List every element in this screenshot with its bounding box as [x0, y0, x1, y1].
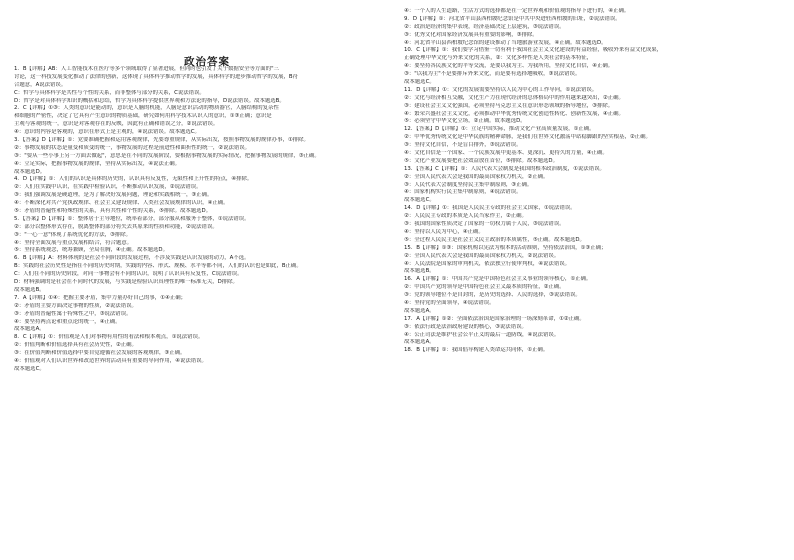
- answer-text-line: ④：繁荣兴盛社会主义文化，必须推动中华优秀传统文化创造性转化、创新性发展，④正确。: [404, 110, 624, 117]
- answer-text-line: 和细胞的严密性，决定了它具有产生意识的物质基础，研究如何用科学技术认识人的意识，①③正确；意识是: [14, 113, 272, 120]
- answer-text-line: 故本题选A。: [404, 307, 435, 314]
- answer-text-line: 18．B【详解】①：我国倡导构建人类命运共同体，①正确。: [404, 347, 549, 354]
- answer-text-line: ③：党的领导地位不是自封的，是历史的选择、人民的选择，③说法错误。: [404, 292, 581, 299]
- answer-text-line: ④：价值观对人们认识世界和改造世界的活动具有重要的导向作用，④说法错误。: [14, 357, 207, 364]
- answer-text-line: ③："以我为主"不是要排斥外来文化，而是要有选择地吸收，③说法错误。: [404, 71, 581, 78]
- answer-text-line: D：材料强调的是社会在不同时代的发展，与实践是检验认识真理性的唯一标准无关，D排除。: [14, 279, 238, 286]
- answer-sheet-page: [14, 8, 782, 554]
- answer-text-line: 主观与客观的统一，意识是对客观存在的反映，因此有正确和错误之分，②说法错误。: [14, 121, 219, 128]
- answer-text-line: ③："要从一些小事上另一方面去做起"，意思是在不同的发展阶段，要根据事物发展的实际情况，把握事物发展的规律，③正确。: [14, 152, 320, 159]
- answer-text-line: 2．C【详解】①③：人类的意识是能动的，意识是人脑的机能，人脑是意识活动的物质器官，人脑结构的复杂性: [14, 105, 279, 112]
- answer-text-line: 5．【答案】D【详解】①：整体居于主导地位，统率着部分，部分服从和服务于整体，①说法错误。: [14, 215, 250, 222]
- answer-text-line: 故本题选C。: [404, 79, 435, 86]
- answer-text-line: ②：全国人民代表大会是我国的最高国家权力机关，②说法错误。: [404, 252, 560, 259]
- answer-text-line: 17．A【详解】①②：全面依法治国是国家治理的一场深刻革命，①②正确。: [404, 315, 585, 322]
- answer-text-line: ③：我国的国家性质决定了国家的一切权力属于人民，③说法错误。: [404, 221, 565, 228]
- answer-text-line: 15．B【详解】①③：国家机构以宪法为根本的活动准则，坚持依法治国，①③正确；: [404, 244, 607, 251]
- answer-text-line: 合题意，A说法错误。: [14, 81, 67, 88]
- answer-text-line: ③：矛盾的普遍性寓于特殊性之中，③说法错误。: [14, 310, 132, 317]
- answer-text-line: B：实践的社会历史性是指在不同的历史时期，实践的内容、形式、规模、水平等都不同，人们的认识也是如此，B正确。: [14, 263, 302, 270]
- answer-text-line: ④：立足实际，把握事物发展的规律，坚持从实际出发，④说法正确。: [14, 160, 180, 167]
- answer-text-line: ②：中国共产党的领导是中国特色社会主义最本质的特征，②正确。: [404, 284, 565, 291]
- answer-text-line: ②：文化与经济相互交融，文化生产力在现代经济的总体格局中的作用越来越突出，②正确。: [404, 94, 624, 101]
- answer-text-line: ④：意识的内容是客观的，意识在形式上是主观的，④说法错误。故本题选C。: [14, 129, 200, 136]
- answer-text-line: 讨论，这一科技发展变化推动了法律的创新，这体现了具体科学推动哲学的发展，具体科学的进步推动哲学的发展，B符: [14, 73, 299, 80]
- answer-text-line: 8．C【详解】①：价值观是人们对事物有用性的看法和根本观点，①说法错误。: [14, 334, 204, 341]
- answer-text-line: ④：公正司法是维护社会公平正义的最后一道防线，④说法错误。: [404, 331, 560, 338]
- answer-text-line: ②：人们在实践中认识，在实践中检验认识，不断推动认识发展，②说法错误。: [14, 184, 202, 191]
- answer-text-line: 6．B【详解】A：材料体现的是社会不同阶段的发展过程，不涉及实践是认识发展的动力，A不选。: [14, 255, 250, 262]
- answer-text-line: C：哲学与具体科学是共性与个性的关系，而非整体与部分的关系，C说法错误。: [14, 89, 205, 96]
- right-answer-column: [404, 8, 782, 552]
- answer-text-line: ⑤：矛盾的普遍性和特殊性的关系，具有共性和个性的关系，⑤排除。故本题选D。: [14, 208, 212, 215]
- answer-text-line: 4．D【详解】①：人们的认识是具体的历史的，认识具有反复性，无限性和上升性的特点，④排除。: [14, 176, 253, 183]
- answer-text-line: 故本题选A。: [404, 339, 435, 346]
- answer-text-line: 16．A【详解】①：中国共产党是中国特色社会主义事业的领导核心，①正确。: [404, 276, 592, 283]
- answer-text-line: ⑤：坚持系统观念，统筹兼顾，全局在胸，④正确。故本题选D。: [14, 247, 168, 254]
- answer-text-line: ③：我们强调发展是硬道理，是为了解决好发展问题，理论和实践相统一，③正确。: [14, 192, 213, 199]
- answer-text-line: ②：价值判断和价值选择具有社会历史性，②正确。: [14, 342, 137, 349]
- left-answer-column: [14, 66, 400, 552]
- answer-text-line: ⑤：文化产业发展要把社会效益放在首位，⑤排除。故本题选D。: [404, 157, 558, 164]
- answer-text-line: ⑤：必须坚守中华文化立场，②正确。故本题选D。: [404, 118, 526, 125]
- page-title: 政治答案: [184, 56, 230, 68]
- answer-text-line: 7．A【详解】①④：把握主要矛盾，集中力量办好自己的事，①④正确；: [14, 294, 186, 301]
- answer-text-line: ②：政治是经济的集中表现，经济基础决定上层建筑，③说法错误。: [404, 23, 565, 30]
- answer-text-line: 故本题选D。: [14, 168, 46, 175]
- answer-text-line: ②：矛盾的主要方面决定事物的性质，②说法错误。: [14, 302, 137, 309]
- answer-text-line: ④：文化自信是一个国家、一个民族发展中更基本、更深沉、更持久的力量，④正确。: [404, 150, 608, 157]
- answer-text-line: 故本题选B。: [404, 268, 435, 275]
- answer-text-line: 9．D【详解】①：河北省平山县西柏坡纪念馆是中共中央进驻西柏坡的旧址，②说法错误。: [404, 15, 621, 22]
- answer-text-line: ④：不断深化对共产党执政规律、社会主义建设规律、人类社会发展规律的认识，④正确。: [14, 200, 229, 207]
- answer-text-line: 故本题选C。: [404, 197, 435, 204]
- answer-text-line: ④：坚持全面发展与重点发展相结合，符合题意。: [14, 239, 133, 246]
- answer-text-line: ③：依法行政是法治政府建设的核心，③说法错误。: [404, 323, 527, 330]
- answer-text-line: ④：坚持以人民为中心，④正确。: [404, 228, 484, 235]
- answer-text-line: ③：在价值判断和价值选择中要自觉遵循社会发展的客观规律，③正确。: [14, 350, 186, 357]
- answer-text-line: ③：坚持文化自信，不是盲目排外，③说法错误。: [404, 142, 522, 149]
- answer-text-line: ④：要坚持两点论和重点论的统一，④正确。: [14, 318, 121, 325]
- answer-text-line: ④：一个人的人生道路，生活方式的选择都是在一定世界观和价值观的指导下进行的，④正确。: [404, 8, 630, 14]
- answer-text-line: ④：要坚持各民族文化的平等交流，是要以我为主、为我所用，坚持文化自信，④正确。: [404, 63, 614, 70]
- answer-text-line: 1．B【详解】AB：人工智能技术在医疗等多个领域取得了显著进展，但同时也引发了关于数据安全等方面的"三: [14, 66, 279, 72]
- answer-text-line: ④：人民法院是国家的审判机关，依法独立行使审判权，④说法错误。: [404, 260, 570, 267]
- answer-text-line: 正确处理中华文化与外来文化的关系，②：文化多样性是人类社会的基本特征，: [404, 55, 593, 62]
- answer-text-line: ②：中华优秀传统文化是中华民族的精神命脉，是我们在世界文化激荡中站稳脚跟的坚实根基，②正确。: [404, 134, 651, 141]
- answer-text-line: ④：国家机构实行民主集中制原则，④说法错误。: [404, 189, 522, 196]
- answer-text-line: 故本题选C。: [14, 365, 45, 372]
- answer-text-line: ③：建设社会主义文化强国，必须坚持马克思主义在意识形态领域的指导地位，③排除。: [404, 102, 614, 109]
- answer-text-line: D：哲学是对具体科学知识的概括和总结，哲学为具体科学提供世界观和方法论的指导，D说法错误。故本题选B。: [14, 97, 285, 104]
- answer-text-line: ③：优秀文化对国家经济发展具有重要的影响，③排除。: [404, 31, 538, 38]
- answer-text-line: ②：全国人民代表大会是我国的最高国家权力机关，②正确。: [404, 173, 549, 180]
- answer-text-line: ②：事物发展的状态是量变和质变的统一，事物发展的过程是前进性和曲折性的统一，②说法错误。: [14, 144, 251, 151]
- answer-text-line: ②：人民民主专政的本质是人民当家作主，②正确。: [404, 213, 527, 220]
- answer-text-line: 11．D【详解】①：文化的发展需要坚持以人民为中心的工作导向，①说法错误。: [404, 86, 598, 93]
- answer-text-line: ②：部分以整体形式存在，脱离整体的部分将失去其原来的性质和功能，②说法错误。: [14, 223, 218, 230]
- answer-text-line: 13．【答案】C【详解】①：人民代表大会制度是我国的根本政治制度，①说法错误。: [404, 165, 605, 172]
- answer-text-line: ③：人民代表大会制度坚持民主集中制原则，③正确。: [404, 181, 533, 188]
- answer-text-line: ⑤：全过程人民民主是社会主义民主政治的本质属性，⑤正确。故本题选D。: [404, 236, 585, 243]
- answer-text-line: 3．【答案】D【详解】①：党要准确把握和运用客观规律，先要尊重规律，从实际出发，按照事物发展的规律办事，①排除。: [14, 137, 309, 144]
- answer-text-line: 故本题选A。: [14, 326, 45, 333]
- answer-text-line: ④：河北省平山县西柏坡纪念馆的建设推动了当地旅游业发展，④正确。故本题选D。: [404, 39, 607, 46]
- answer-text-line: ④：坚持党的全面领导，④说法错误。: [404, 299, 495, 306]
- answer-text-line: ③："一心一意"体现了系统优化的方法，③排除。: [14, 231, 132, 238]
- answer-text-line: C：人们在不同的历史阶段，对同一事物会有不同的认识，说明了认识具有反复性，C说法错误。: [14, 271, 243, 278]
- answer-text-line: 12．【答案】D【详解】①：立足中国实际，推动文化产业高质量发展，①正确。: [404, 126, 595, 133]
- answer-text-line: 14．D【详解】①：我国是人民民主专政的社会主义国家，①说法错误。: [404, 205, 576, 212]
- answer-text-line: 故本题选B。: [14, 286, 45, 293]
- answer-text-line: 10．C【详解】①：我们要学习借鉴一切有利于我国社会主义文化建设的有益经验，吸收外来有益文化成果，: [404, 47, 663, 54]
